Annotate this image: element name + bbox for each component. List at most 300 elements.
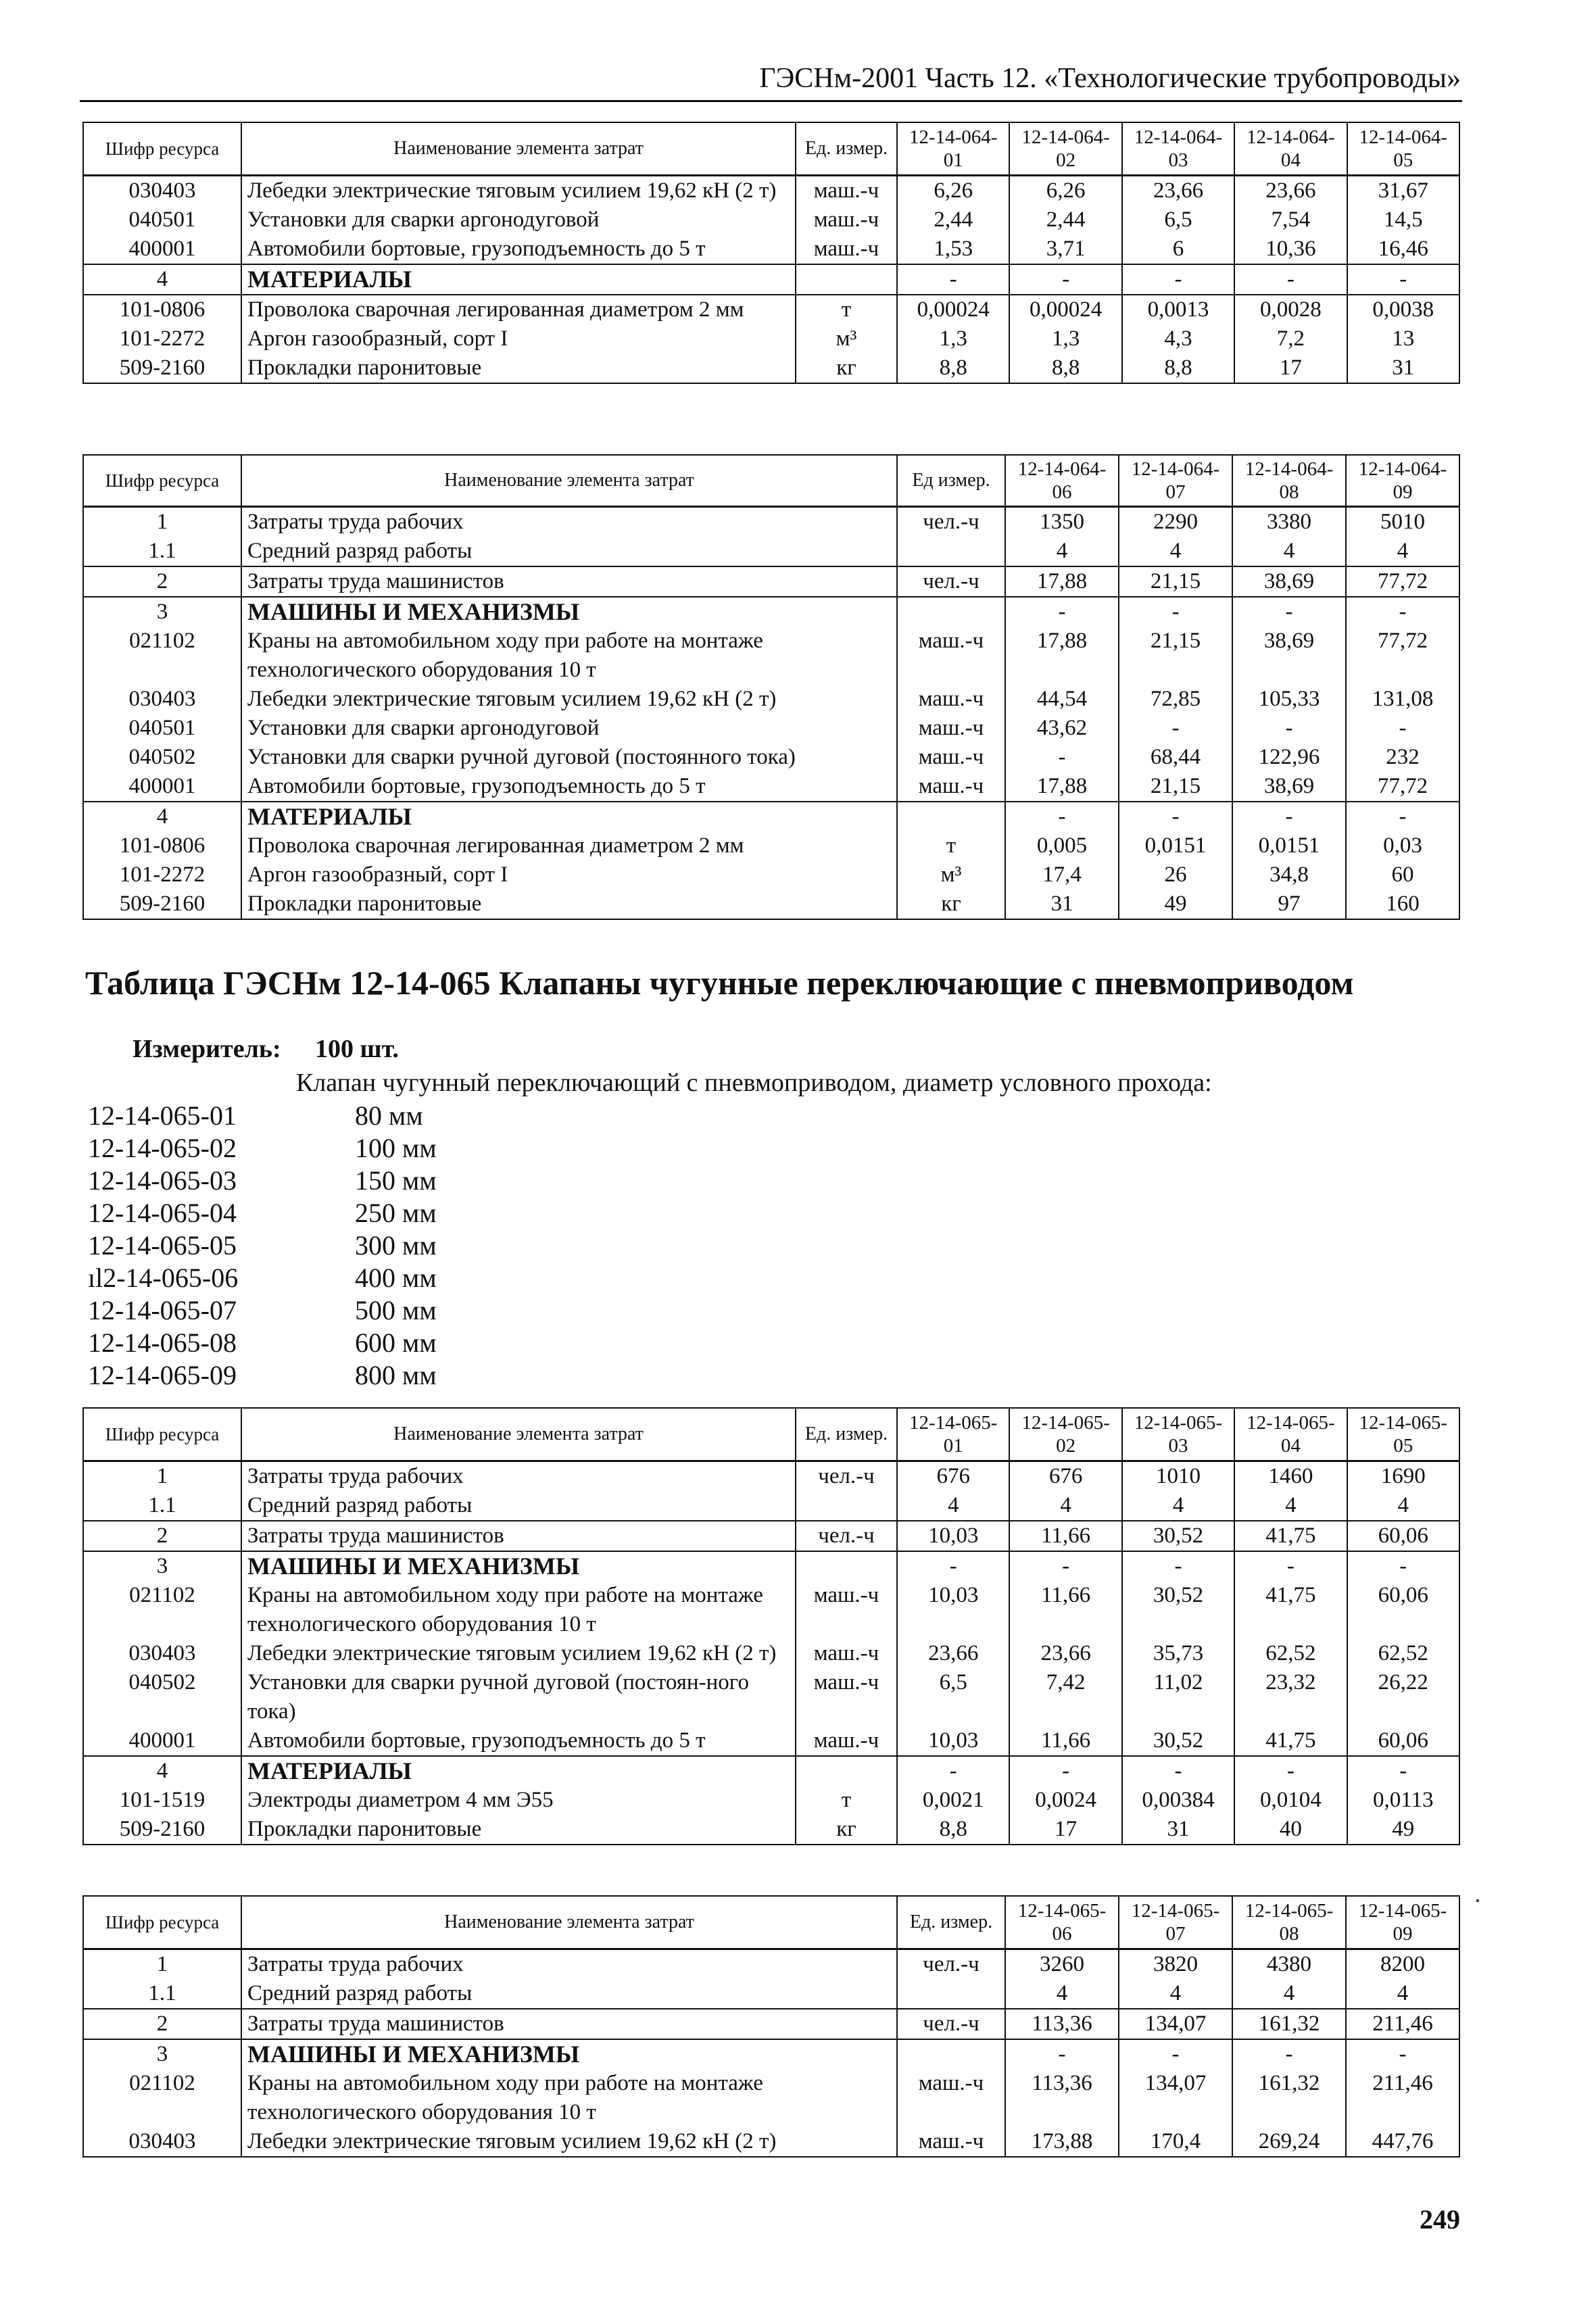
- resource-name: Лебедки электрические тяговым усилием 19,62 кН (2 т): [241, 685, 897, 714]
- resource-unit: [796, 1551, 897, 1581]
- norm-value: -: [1232, 597, 1346, 627]
- table-row: [83, 1521, 1459, 1551]
- norm-value: 6,26: [897, 175, 1009, 205]
- norm-value: 17: [1009, 1815, 1121, 1845]
- table-row: [83, 1461, 1459, 1491]
- table-row: [83, 1979, 1459, 2009]
- resource-unit: [796, 1756, 897, 1786]
- resource-name: МАТЕРИАЛЫ: [241, 802, 897, 831]
- norm-value: 8,8: [1122, 354, 1234, 383]
- norm-value: 447,76: [1346, 2127, 1459, 2157]
- norm-value: 17,88: [1005, 627, 1119, 685]
- norm-value: 6: [1122, 235, 1234, 264]
- norm-value: 0,0021: [897, 1786, 1009, 1815]
- norm-value: 2,44: [1009, 205, 1121, 235]
- col-head-norm: 12-14-064-02: [1009, 122, 1121, 175]
- resource-name: Краны на автомобильном ходу при работе на монтаже технологического оборудования 10 т: [241, 627, 897, 685]
- norm-value: 170,4: [1119, 2127, 1232, 2157]
- resource-unit: маш.-ч: [796, 175, 897, 205]
- norm-value: 31: [1347, 354, 1459, 383]
- resource-unit: маш.-ч: [796, 1639, 897, 1668]
- resource-unit: маш.-ч: [897, 714, 1005, 743]
- resource-code: 400001: [83, 772, 241, 802]
- norm-value: -: [1119, 802, 1232, 831]
- table-row: [83, 2009, 1459, 2039]
- norm-value: 2,44: [897, 205, 1009, 235]
- norm-value: 23,32: [1234, 1668, 1347, 1726]
- norm-value: -: [897, 1756, 1009, 1786]
- norm-value: 60: [1346, 860, 1459, 890]
- resource-unit: маш.-ч: [796, 205, 897, 235]
- table-row: [83, 354, 1459, 383]
- resource-code: 509-2160: [83, 1815, 241, 1845]
- norm-value: 1690: [1347, 1461, 1459, 1491]
- resource-code: 101-2272: [83, 860, 241, 890]
- col-head-norm: 12-14-065-01: [897, 1408, 1009, 1461]
- norm-value: 6,26: [1009, 175, 1121, 205]
- table-row: [83, 1786, 1459, 1815]
- norm-value: 105,33: [1232, 685, 1346, 714]
- variant-code: 12-14-065-08: [88, 1327, 237, 1358]
- norm-value: -: [1234, 1551, 1347, 1581]
- table-row: [83, 324, 1459, 354]
- table-row: [83, 1756, 1459, 1786]
- norm-value: -: [1005, 743, 1119, 772]
- norm-value: 4: [1122, 1491, 1234, 1521]
- resource-unit: чел.-ч: [796, 1461, 897, 1491]
- resource-code: 030403: [83, 175, 241, 205]
- resource-name: Затраты труда рабочих: [241, 506, 897, 537]
- resource-code: 1: [83, 506, 241, 537]
- norm-value: 21,15: [1119, 627, 1232, 685]
- norm-value: 7,54: [1234, 205, 1347, 235]
- norm-value: -: [1347, 264, 1459, 295]
- resource-unit: маш.-ч: [897, 627, 1005, 685]
- norm-value: 72,85: [1119, 685, 1232, 714]
- resource-name: Затраты труда машинистов: [241, 2009, 897, 2039]
- norm-value: 68,44: [1119, 743, 1232, 772]
- norm-value: -: [1232, 802, 1346, 831]
- col-head-unit: Ед. измер.: [796, 122, 897, 175]
- resource-name: Установки для сварки ручной дуговой (постоян-ного тока): [241, 1668, 796, 1726]
- variant-row: [88, 1229, 437, 1262]
- resource-code: 040501: [83, 714, 241, 743]
- resource-unit: кг: [796, 354, 897, 383]
- norm-value: 14,5: [1347, 205, 1459, 235]
- norm-value: 269,24: [1232, 2127, 1346, 2157]
- norm-value: 38,69: [1232, 772, 1346, 802]
- norm-value: -: [897, 1551, 1009, 1581]
- norm-value: 23,66: [1009, 1639, 1121, 1668]
- col-head-unit: Ед измер.: [897, 455, 1005, 506]
- variant-row: [88, 1165, 437, 1197]
- norm-value: 30,52: [1122, 1726, 1234, 1756]
- resource-unit: чел.-ч: [897, 1949, 1005, 1979]
- resource-name: Краны на автомобильном ходу при работе на монтаже технологического оборудования 10 т: [241, 2069, 897, 2127]
- col-head-code: Шифр ресурса: [83, 1408, 241, 1461]
- norm-value: 49: [1347, 1815, 1459, 1845]
- norm-value: 38,69: [1232, 627, 1346, 685]
- norm-value: 4380: [1232, 1949, 1346, 1979]
- norm-value: -: [1122, 264, 1234, 295]
- norm-value: 0,03: [1346, 831, 1459, 860]
- table-row: [83, 1815, 1459, 1845]
- norm-value: -: [1119, 597, 1232, 627]
- norm-value: -: [1009, 1551, 1121, 1581]
- table-row: [83, 890, 1459, 919]
- norm-value: 1350: [1005, 506, 1119, 537]
- norm-value: 0,00384: [1122, 1786, 1234, 1815]
- resource-unit: кг: [897, 890, 1005, 919]
- norm-value: 0,00024: [897, 295, 1009, 324]
- norm-value: 113,36: [1005, 2069, 1119, 2127]
- resource-code: 4: [83, 1756, 241, 1786]
- norm-value: -: [1234, 1756, 1347, 1786]
- norm-value: 122,96: [1232, 743, 1346, 772]
- table-row: [83, 597, 1459, 627]
- resource-name: МАТЕРИАЛЫ: [241, 264, 796, 295]
- col-head-norm: 12-14-065-08: [1232, 1896, 1346, 1949]
- norm-value: 0,0028: [1234, 295, 1347, 324]
- norm-value: 1,3: [1009, 324, 1121, 354]
- norm-value: 35,73: [1122, 1639, 1234, 1668]
- norm-value: 113,36: [1005, 2009, 1119, 2039]
- variant-diameter: 150 мм: [355, 1165, 437, 1196]
- table-row: [83, 506, 1459, 537]
- table-row: [83, 295, 1459, 324]
- resource-code: 021102: [83, 2069, 241, 2127]
- table-row: [83, 627, 1459, 685]
- col-head-code: Шифр ресурса: [83, 455, 241, 506]
- norm-value: 4: [1119, 537, 1232, 566]
- table-row: [83, 1581, 1459, 1639]
- resource-code: 1.1: [83, 1979, 241, 2009]
- table-body: [83, 506, 1459, 919]
- resource-code: 101-2272: [83, 324, 241, 354]
- resource-code: 101-0806: [83, 831, 241, 860]
- resource-name: Лебедки электрические тяговым усилием 19,62 кН (2 т): [241, 1639, 796, 1668]
- table-row: [83, 1668, 1459, 1726]
- norm-value: 60,06: [1347, 1726, 1459, 1756]
- resource-unit: чел.-ч: [897, 506, 1005, 537]
- resource-code: 1.1: [83, 1491, 241, 1521]
- variant-code: ıl2-14-065-06: [88, 1263, 239, 1293]
- resource-unit: чел.-ч: [897, 566, 1005, 597]
- resource-code: 1: [83, 1461, 241, 1491]
- col-head-norm: 12-14-064-07: [1119, 455, 1232, 506]
- resource-code: 1: [83, 1949, 241, 1979]
- norm-value: 4: [1232, 537, 1346, 566]
- resource-name: Прокладки паронитовые: [241, 1815, 796, 1845]
- resource-name: Автомобили бортовые, грузоподъемность до 5 т: [241, 1726, 796, 1756]
- resource-code: 021102: [83, 627, 241, 685]
- variant-row: [88, 1359, 437, 1392]
- norm-value: 21,15: [1119, 772, 1232, 802]
- resource-name: Автомобили бортовые, грузоподъемность до 5 т: [241, 235, 796, 264]
- norm-value: 1010: [1122, 1461, 1234, 1491]
- norm-value: -: [1347, 1551, 1459, 1581]
- norm-value: 17: [1234, 354, 1347, 383]
- page-number: 249: [1420, 2204, 1460, 2235]
- resource-code: 3: [83, 2039, 241, 2069]
- resource-code: 030403: [83, 685, 241, 714]
- norm-value: 77,72: [1346, 566, 1459, 597]
- resource-unit: т: [897, 831, 1005, 860]
- norm-value: 62,52: [1234, 1639, 1347, 1668]
- norm-value: 4: [1232, 1979, 1346, 2009]
- col-head-unit: Ед. измер.: [897, 1896, 1005, 1949]
- norm-value: 43,62: [1005, 714, 1119, 743]
- table-row: [83, 1639, 1459, 1668]
- resource-code: 3: [83, 597, 241, 627]
- col-head-norm: 12-14-065-02: [1009, 1408, 1121, 1461]
- norm-value: 0,0151: [1119, 831, 1232, 860]
- col-head-norm: 12-14-065-09: [1346, 1896, 1459, 1949]
- table-row: [83, 205, 1459, 235]
- variant-code: 12-14-065-09: [88, 1360, 237, 1390]
- resource-name: Установки для сварки ручной дуговой (постоянного тока): [241, 743, 897, 772]
- resource-name: Установки для сварки аргонодуговой: [241, 205, 796, 235]
- resource-code: 509-2160: [83, 890, 241, 919]
- table-row: [83, 831, 1459, 860]
- resource-table-064-b: [82, 454, 1460, 920]
- resource-unit: чел.-ч: [897, 2009, 1005, 2039]
- col-head-unit: Ед. измер.: [796, 1408, 897, 1461]
- col-head-norm: 12-14-064-06: [1005, 455, 1119, 506]
- norm-value: 31,67: [1347, 175, 1459, 205]
- norm-value: 8,8: [897, 1815, 1009, 1845]
- variant-diameter: 80 мм: [355, 1100, 423, 1131]
- norm-value: 60,06: [1347, 1521, 1459, 1551]
- work-description: Клапан чугунный переключающий с пневмоприводом, диаметр условного прохода:: [296, 1069, 1212, 1097]
- col-head-name: Наименование элемента затрат: [241, 455, 897, 506]
- norm-value: 4: [1005, 537, 1119, 566]
- resource-code: 040502: [83, 743, 241, 772]
- table-row: [83, 714, 1459, 743]
- norm-value: 161,32: [1232, 2069, 1346, 2127]
- norm-value: 23,66: [1122, 175, 1234, 205]
- table-row: [83, 566, 1459, 597]
- norm-value: 8200: [1346, 1949, 1459, 1979]
- norm-value: 4: [1346, 1979, 1459, 2009]
- resource-unit: [897, 537, 1005, 566]
- norm-value: 10,36: [1234, 235, 1347, 264]
- col-head-norm: 12-14-065-04: [1234, 1408, 1347, 1461]
- norm-value: 44,54: [1005, 685, 1119, 714]
- norm-value: 40: [1234, 1815, 1347, 1845]
- norm-value: 23,66: [897, 1639, 1009, 1668]
- col-head-name: Наименование элемента затрат: [241, 1896, 897, 1949]
- resource-unit: маш.-ч: [796, 1581, 897, 1639]
- norm-value: -: [1232, 714, 1346, 743]
- variant-row: [88, 1294, 437, 1327]
- resource-name: Краны на автомобильном ходу при работе на монтаже технологического оборудования 10 т: [241, 1581, 796, 1639]
- resource-unit: [796, 1491, 897, 1521]
- col-head-code: Шифр ресурса: [83, 122, 241, 175]
- resource-table-065-b: [82, 1895, 1460, 2158]
- norm-value: -: [1005, 2039, 1119, 2069]
- norm-value: 4: [1119, 1979, 1232, 2009]
- variant-code: 12-14-065-05: [88, 1230, 237, 1261]
- norm-value: -: [1346, 597, 1459, 627]
- table-row: [83, 685, 1459, 714]
- resource-code: 030403: [83, 2127, 241, 2157]
- resource-unit: т: [796, 1786, 897, 1815]
- norm-value: -: [1122, 1756, 1234, 1786]
- resource-name: МАШИНЫ И МЕХАНИЗМЫ: [241, 1551, 796, 1581]
- norm-value: 161,32: [1232, 2009, 1346, 2039]
- variant-diameter: 500 мм: [355, 1295, 437, 1325]
- norm-value: 17,4: [1005, 860, 1119, 890]
- norm-value: 211,46: [1346, 2009, 1459, 2039]
- variant-list: [88, 1100, 437, 1392]
- norm-value: 211,46: [1346, 2069, 1459, 2127]
- resource-name: Лебедки электрические тяговым усилием 19,62 кН (2 т): [241, 175, 796, 205]
- norm-value: 4: [1234, 1491, 1347, 1521]
- col-head-norm: 12-14-064-05: [1347, 122, 1459, 175]
- norm-value: -: [1232, 2039, 1346, 2069]
- table-row: [83, 772, 1459, 802]
- norm-value: 31: [1005, 890, 1119, 919]
- resource-unit: [897, 802, 1005, 831]
- col-head-norm: 12-14-064-04: [1234, 122, 1347, 175]
- resource-unit: [897, 597, 1005, 627]
- col-head-norm: 12-14-065-07: [1119, 1896, 1232, 1949]
- norm-value: 16,46: [1347, 235, 1459, 264]
- resource-code: 101-1519: [83, 1786, 241, 1815]
- table-row: [83, 1551, 1459, 1581]
- resource-code: 400001: [83, 235, 241, 264]
- norm-value: 97: [1232, 890, 1346, 919]
- resource-unit: т: [796, 295, 897, 324]
- col-head-norm: 12-14-065-03: [1122, 1408, 1234, 1461]
- resource-code: 4: [83, 802, 241, 831]
- norm-value: -: [897, 264, 1009, 295]
- col-head-norm: 12-14-064-03: [1122, 122, 1234, 175]
- resource-unit: [796, 264, 897, 295]
- resource-name: Прокладки паронитовые: [241, 354, 796, 383]
- variant-diameter: 300 мм: [355, 1230, 437, 1261]
- variant-code: 12-14-065-07: [88, 1295, 237, 1325]
- resource-code: 040502: [83, 1668, 241, 1726]
- norm-value: 13: [1347, 324, 1459, 354]
- norm-value: -: [1346, 714, 1459, 743]
- resource-unit: маш.-ч: [897, 743, 1005, 772]
- resource-name: Затраты труда рабочих: [241, 1949, 897, 1979]
- table-row: [83, 2039, 1459, 2069]
- resource-name: МАШИНЫ И МЕХАНИЗМЫ: [241, 2039, 897, 2069]
- norm-value: 1,53: [897, 235, 1009, 264]
- resource-name: Проволока сварочная легированная диаметром 2 мм: [241, 295, 796, 324]
- norm-value: 10,03: [897, 1521, 1009, 1551]
- norm-value: 30,52: [1122, 1581, 1234, 1639]
- norm-value: 676: [1009, 1461, 1121, 1491]
- norm-value: 41,75: [1234, 1521, 1347, 1551]
- table-row: [83, 175, 1459, 205]
- norm-value: -: [1005, 597, 1119, 627]
- norm-value: 7,42: [1009, 1668, 1121, 1726]
- resource-code: 2: [83, 1521, 241, 1551]
- meter-label: Измеритель:: [132, 1035, 281, 1063]
- resource-unit: маш.-ч: [796, 235, 897, 264]
- variant-diameter: 100 мм: [355, 1133, 437, 1163]
- norm-value: 60,06: [1347, 1581, 1459, 1639]
- col-head-norm: 12-14-064-01: [897, 122, 1009, 175]
- resource-unit: маш.-ч: [897, 685, 1005, 714]
- resource-name: Средний разряд работы: [241, 1491, 796, 1521]
- resource-code: 040501: [83, 205, 241, 235]
- norm-value: 21,15: [1119, 566, 1232, 597]
- variant-row: [88, 1197, 437, 1229]
- norm-value: 41,75: [1234, 1581, 1347, 1639]
- norm-value: 10,03: [897, 1581, 1009, 1639]
- resource-table-065-a: [82, 1407, 1460, 1845]
- resource-name: Затраты труда машинистов: [241, 566, 897, 597]
- resource-code: 1.1: [83, 537, 241, 566]
- norm-value: 4: [897, 1491, 1009, 1521]
- col-head-name: Наименование элемента затрат: [241, 1408, 796, 1461]
- resource-name: Электроды диаметром 4 мм Э55: [241, 1786, 796, 1815]
- norm-value: 5010: [1346, 506, 1459, 537]
- table-row: [83, 860, 1459, 890]
- norm-value: 23,66: [1234, 175, 1347, 205]
- resource-code: 030403: [83, 1639, 241, 1668]
- margin-dot: [1476, 1899, 1479, 1902]
- col-head-norm: 12-14-064-08: [1232, 455, 1346, 506]
- norm-value: 676: [897, 1461, 1009, 1491]
- resource-name: МАШИНЫ И МЕХАНИЗМЫ: [241, 597, 897, 627]
- variant-diameter: 400 мм: [355, 1263, 437, 1293]
- norm-value: 160: [1346, 890, 1459, 919]
- variant-diameter: 600 мм: [355, 1327, 437, 1358]
- resource-unit: маш.-ч: [796, 1726, 897, 1756]
- resource-code: 101-0806: [83, 295, 241, 324]
- norm-value: 134,07: [1119, 2069, 1232, 2127]
- table-row: [83, 2127, 1459, 2157]
- meter-line: [132, 1034, 399, 1064]
- col-head-norm: 12-14-064-09: [1346, 455, 1459, 506]
- resource-code: 2: [83, 566, 241, 597]
- norm-value: -: [1119, 2039, 1232, 2069]
- resource-unit: маш.-ч: [897, 2069, 1005, 2127]
- norm-value: -: [1009, 1756, 1121, 1786]
- norm-value: 17,88: [1005, 772, 1119, 802]
- resource-name: Затраты труда машинистов: [241, 1521, 796, 1551]
- norm-value: 77,72: [1346, 772, 1459, 802]
- col-head-code: Шифр ресурса: [83, 1896, 241, 1949]
- norm-value: 4: [1009, 1491, 1121, 1521]
- norm-value: 17,88: [1005, 566, 1119, 597]
- norm-value: 0,005: [1005, 831, 1119, 860]
- norm-value: -: [1346, 2039, 1459, 2069]
- norm-value: 131,08: [1346, 685, 1459, 714]
- table-row: [83, 743, 1459, 772]
- resource-name: МАТЕРИАЛЫ: [241, 1756, 796, 1786]
- variant-diameter: 800 мм: [355, 1360, 437, 1390]
- table-title: Таблица ГЭСНм 12-14-065 Клапаны чугунные переключающие с пневмоприводом: [85, 964, 1354, 1002]
- variant-row: [88, 1262, 437, 1294]
- norm-value: 11,66: [1009, 1521, 1121, 1551]
- norm-value: 10,03: [897, 1726, 1009, 1756]
- norm-value: -: [1347, 1756, 1459, 1786]
- norm-value: 4: [1005, 1979, 1119, 2009]
- table-row: [83, 2069, 1459, 2127]
- resource-unit: кг: [796, 1815, 897, 1845]
- norm-value: 4: [1346, 537, 1459, 566]
- norm-value: 7,2: [1234, 324, 1347, 354]
- col-head-name: Наименование элемента затрат: [241, 122, 796, 175]
- norm-value: 11,66: [1009, 1726, 1121, 1756]
